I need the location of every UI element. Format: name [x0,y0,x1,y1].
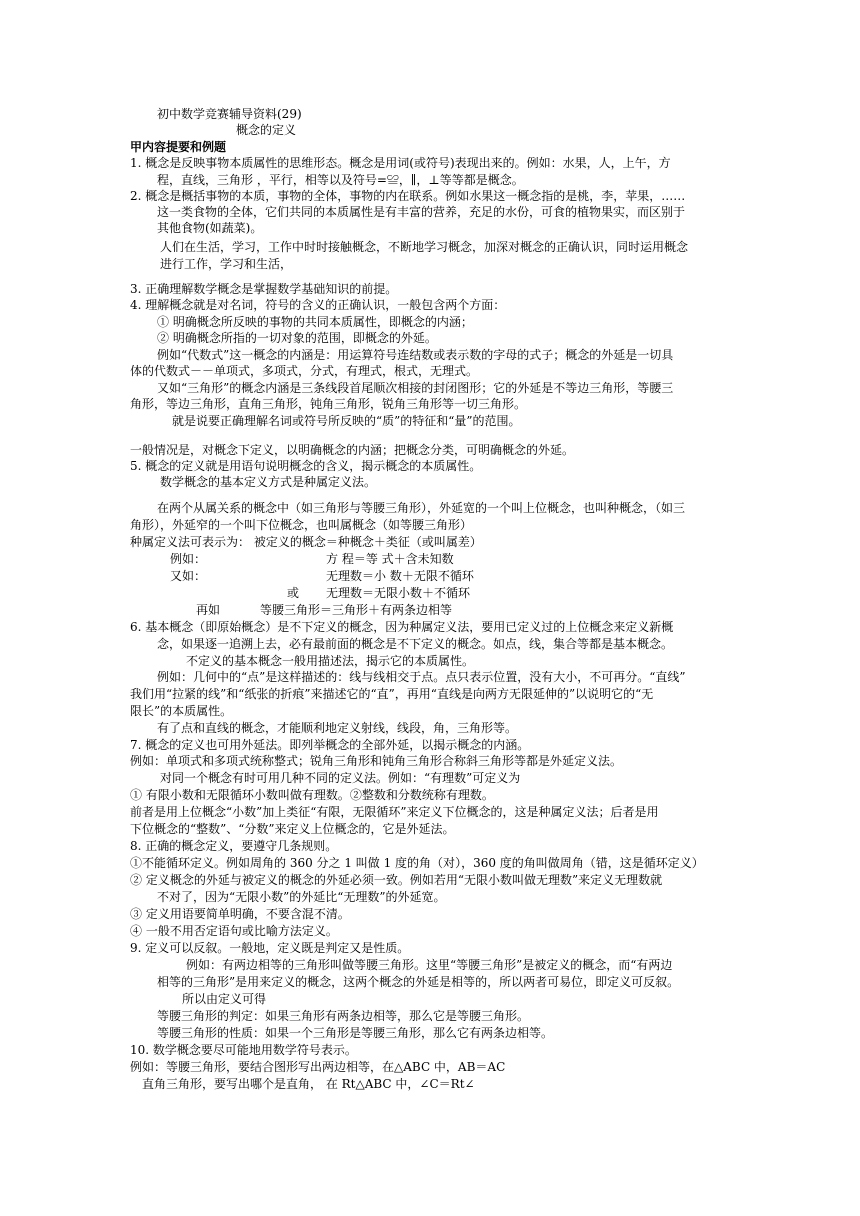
text-line: 相等的三角形”是用来定义的概念，这两个概念的外延是相等的，所以两者可易位，即定义可反叙。 [157,975,680,989]
text-line: 体的代数式－－单项式，多项式，分式，有理式，根式，无理式。 [130,364,479,378]
text-line: ①不能循环定义。例如周角的 360 分之 1 叫做 1 度的角（对），360 度的角叫做周角（错，这是循环定义） [130,856,704,870]
text-line: 又如“三角形”的概念内涵是三条线段首尾顺次相接的封闭图形；它的外延是不等边三角形，等腰三 [157,381,674,395]
text-line: 5. 概念的定义就是用语句说明概念的含义，揭示概念的本质属性。 [130,459,482,473]
text-line: 念，如果逐一追溯上去，必有最前面的概念是不下定义的概念。如点，线，集合等都是基本概念。 [157,637,674,651]
text-line: 7. 概念的定义也可用外延法。即列举概念的全部外延，以揭示概念的内涵。 [130,738,530,752]
text-line: 例如：有两边相等的三角形叫做等腰三角形。这里“等腰三角形”是被定义的概念，而“有两边 [186,958,673,972]
text-line: 4. 理解概念就是对名词，符号的含义的正确认识，一般包含两个方面： [130,298,506,312]
text-line: ④ 一般不用否定语句或比喻方法定义。 [130,924,338,938]
text-line: 9. 定义可以反叙。一般地，定义既是判定又是性质。 [130,941,410,955]
text-line: 直角三角形，要写出哪个是直角， 在 Rt△ABC 中，∠C＝Rt∠ [142,1077,475,1091]
text-line: 种属定义法可表示为： 被定义的概念＝种概念＋类征（或叫属差） [130,535,482,549]
document-subtitle: 概念的定义 [236,123,297,137]
text-line: 等腰三角形的性质：如果一个三角形是等腰三角形，那么它有两条边相等。 [157,1026,554,1040]
text-line: 一般情况是，对概念下定义，以明确概念的内涵；把概念分类，可明确概念的外延。 [130,443,575,457]
text-line: 1. 概念是反映事物本质属性的思维形态。概念是用词(或符号)表现出来的。例如：水果，人，上午，方 [130,156,671,170]
formula-line: 等腰三角形＝三角形＋有两条边相等 [260,603,453,617]
text-line: 例如： [170,552,207,566]
text-line: 10. 数学概念要尽可能地用数学符号表示。 [130,1043,357,1057]
text-line: 不定义的基本概念一般用描述法，揭示它的本质属性。 [186,654,475,668]
text-line: 角形，等边三角形，直角三角形，钝角三角形，锐角三角形等一切三角形。 [130,397,527,411]
text-line: 我们用“拉紧的线”和“纸张的折痕”来描述它的“直”，再用“直线是向两方无限延伸的”以说明它的“无 [130,687,654,701]
document-title: 初中数学竞赛辅导资料(29) [157,107,302,121]
text-line: 例如：几何中的“点”是这样描述的：线与线相交于点。点只表示位置，没有大小，不可再分。“直线” [157,670,686,684]
text-line: 程，直线，三角形 ，平行，相等以及符号=≌，∥，⊥等等都是概念。 [157,173,524,187]
text-line: 在两个从属关系的概念中（如三角形与等腰三角形），外延宽的一个叫上位概念，也叫种概念，（如三 [157,501,686,515]
text-line: 例如：等腰三角形，要结合图形写出两边相等，在△ABC 中，AB＝AC [130,1060,506,1074]
text-line: 就是说要正确理解名词或符号所反映的“质”的特征和“量”的范围。 [172,414,521,428]
text-line: 下位概念的“整数”、“分数”来定义上位概念的，它是外延法。 [130,822,455,836]
text-line: 其他食物(如蔬菜)。 [157,221,263,235]
text-line: 6. 基本概念（即原始概念）是不下定义的概念，因为种属定义法，要用已定义过的上位概念来定义新概 [130,620,674,634]
text-line: 进行工作，学习和生活， [160,257,293,271]
text-line: 或 [287,586,300,600]
formula-line: 方 程＝等 式＋含未知数 [326,552,454,566]
text-line: 有了点和直线的概念，才能顺利地定义射线，线段，角，三角形等。 [157,721,518,735]
text-line: 2. 概念是概括事物的本质，事物的全体，事物的内在联系。例如水果这一概念指的是桃，李，苹果，…… [130,189,686,203]
text-line: 人们在生活，学习，工作中时时接触概念，不断地学习概念，加深对概念的正确认识，同时运用概念 [160,240,689,254]
text-line: 限长”的本质属性。 [130,704,233,718]
text-line: 例如“代数式”这一概念的内涵是：用运算符号连结数或表示数的字母的式子；概念的外延是一切具 [157,348,674,362]
text-line: 又如： [170,569,207,583]
text-line: ① 有限小数和无限循环小数叫做有理数。②整数和分数统称有理数。 [130,788,494,802]
text-line: 不对了，因为“无限小数”的外延比“无理数”的外延宽。 [157,890,446,904]
text-line: ③ 定义用语要简单明确，不要含混不清。 [130,907,350,921]
text-line: 再如 [196,603,221,617]
text-line: 数学概念的基本定义方式是种属定义法。 [160,475,377,489]
formula-line: 无理数＝小 数＋无限不循环 [326,569,474,583]
text-line: 前者是用上位概念“小数”加上类征“有限，无限循环”来定义下位概念的，这是种属定义法；后者是用 [130,805,659,819]
text-line: 等腰三角形的判定：如果三角形有两条边相等，那么它是等腰三角形。 [157,1009,530,1023]
text-line: 对同一个概念有时可用几种不同的定义法。例如：“有理数”可定义为 [160,771,521,785]
text-line: 所以由定义可得 [182,992,267,1006]
text-line: 这一类食物的全体，它们共同的本质属性是有丰富的营养，充足的水份，可食的植物果实，而区别于 [157,205,686,219]
formula-line: 无理数＝无限小数＋不循环 [326,586,471,600]
section-heading: 甲内容提要和例题 [130,140,227,154]
text-line: 角形），外延窄的一个叫下位概念，也叫属概念（如等腰三角形） [130,518,473,532]
text-line: ② 明确概念所指的一切对象的范围，即概念的外延。 [157,331,437,345]
text-line: 例如：单项式和多项式统称整式；锐角三角形和钝角三角形合称斜三角形等都是外延定义法。 [130,754,623,768]
text-line: ② 定义概念的外延与被定义的概念的外延必须一致。例如若用“无限小数叫做无理数”来定义无理数就 [130,873,663,887]
text-line: ① 明确概念所反映的事物的共同本质属性，即概念的内涵； [157,315,473,329]
text-line: 8. 正确的概念定义，要遵守几条规则。 [130,839,338,853]
text-line: 3. 正确理解数学概念是掌握数学基础知识的前提。 [130,282,398,296]
